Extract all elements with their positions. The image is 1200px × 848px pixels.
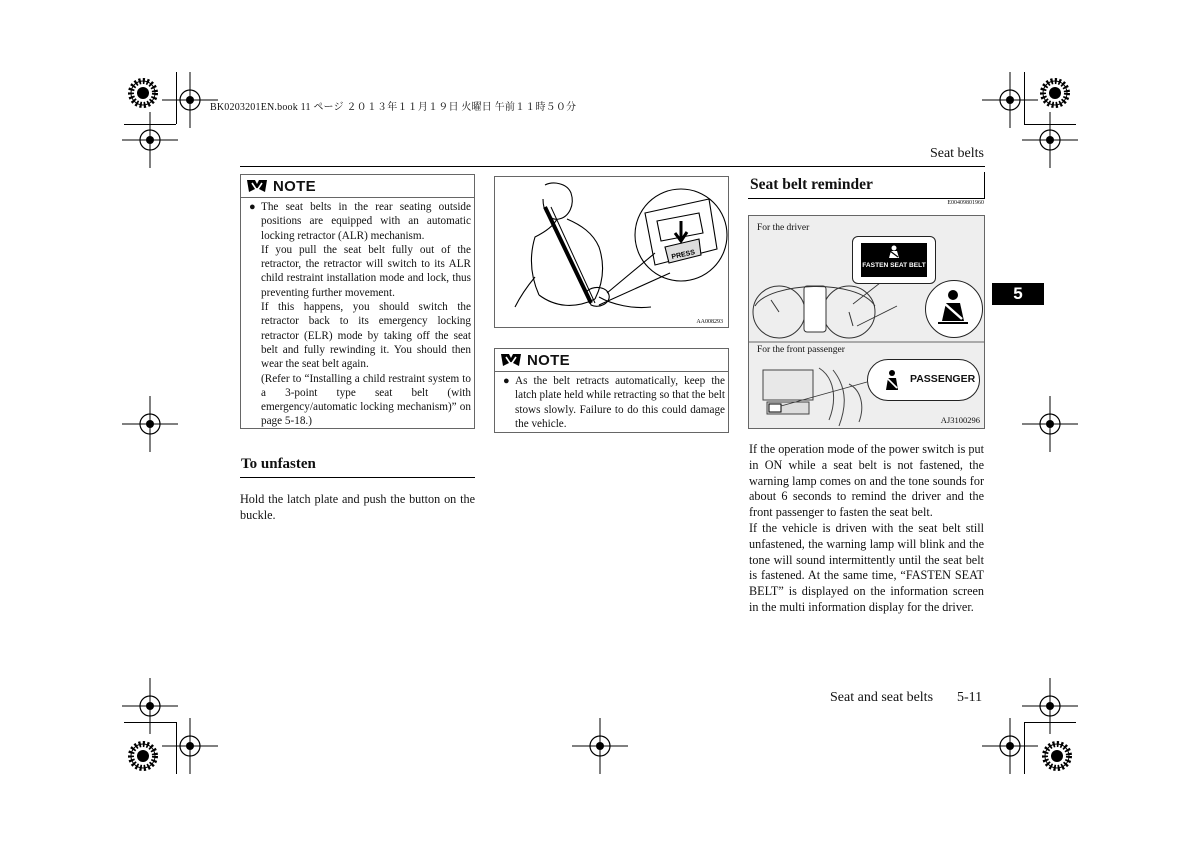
seatbelt-icon [886,245,902,259]
running-head: Seat belts [929,146,984,161]
unfasten-text: Hold the latch plate and push the button on the buckle. [240,492,475,522]
fasten-seat-belt-text: FASTEN SEAT BELT [862,262,926,269]
seatbelt-icon [926,281,981,336]
note-icon [245,178,269,194]
note-paragraph: If you pull the seat belt fully out of the retractor, the retractor will switch to its ALR child restraint installation mode and lock, thus preventing further movement. [261,243,471,299]
section-rule [240,477,475,478]
passenger-lamp-callout [867,359,980,401]
reminder-illustration [748,215,985,429]
note-body [241,198,474,432]
note-paragraph: The seat belts in the rear seating outside positions are equipped with an automatic locking retractor (ALR) mechanism. [261,201,471,242]
figure-code: AA008293 [696,319,723,325]
press-label: PRESS [671,249,696,261]
footer-section: Seat and seat belts [830,690,934,705]
section-rule [748,198,985,199]
section-title-unfasten: To unfasten [241,456,316,472]
driver-seatbelt-lamp [925,280,983,338]
unfasten-illustration [494,176,729,328]
passenger-caption: For the front passenger [757,345,845,355]
note-paragraph: If this happens, you should switch the retractor back to its emergency locking retractor (ELR) mode by taking off the seat belt and fully rewinding it. You should then wear the seat belt again. [261,301,471,371]
driver-caption: For the driver [757,223,810,233]
note-paragraph: As the belt retracts automatically, keep the latch plate held while retracting so that the belt stows slowly. Failure to do this could damage the vehicle. [515,375,726,430]
fasten-display-callout [852,236,936,284]
note-header [241,175,474,198]
note-label: NOTE [527,351,570,369]
print-metadata: BK0203201EN.book 11 ページ ２０１３年１１月１９日 火曜日 午前１１時５０分 [210,102,577,113]
reminder-paragraph: If the vehicle is driven with the seat belt still unfastened, the warning lamp will blink and the tone will sound intermittently until the seat belt is fastened. At the same time, “FASTEN SEAT BELT” is displayed on the information screen in the multi information display for the driver. [749,520,984,614]
note-paragraph: (Refer to “Installing a child restraint system to a 3-point type seat belt (with emergency/automatic locking mechanism)” on page 5-18.) [261,372,471,428]
chapter-tab: 5 [992,283,1044,305]
note-label: NOTE [273,177,316,195]
page-number: 5-11 [957,690,983,705]
buckle-illustration [495,177,728,327]
figure-code: AJ3100296 [940,415,980,425]
seatbelt-icon [880,368,904,392]
reminder-paragraph: If the operation mode of the power switch is put in ON while a seat belt is not fastened, the warning lamp comes on and the tone sounds for about 6 seconds to remind the driver and the front passenger to fasten the seat belt. [749,442,984,520]
section-title-reminder: Seat belt reminder [750,176,873,193]
note-box-middle [494,348,729,433]
header-rule [240,166,985,167]
note-body [495,372,728,434]
note-header [495,349,728,372]
note-icon [499,352,523,368]
section-rule-right [984,172,985,199]
section-code: E00409801960 [947,200,984,206]
passenger-label: PASSENGER [910,373,976,385]
reminder-text [749,442,984,616]
note-box-left [240,174,475,429]
bullet-icon: ● [503,375,510,387]
bullet-icon: ● [249,201,256,213]
fasten-display [861,243,927,277]
